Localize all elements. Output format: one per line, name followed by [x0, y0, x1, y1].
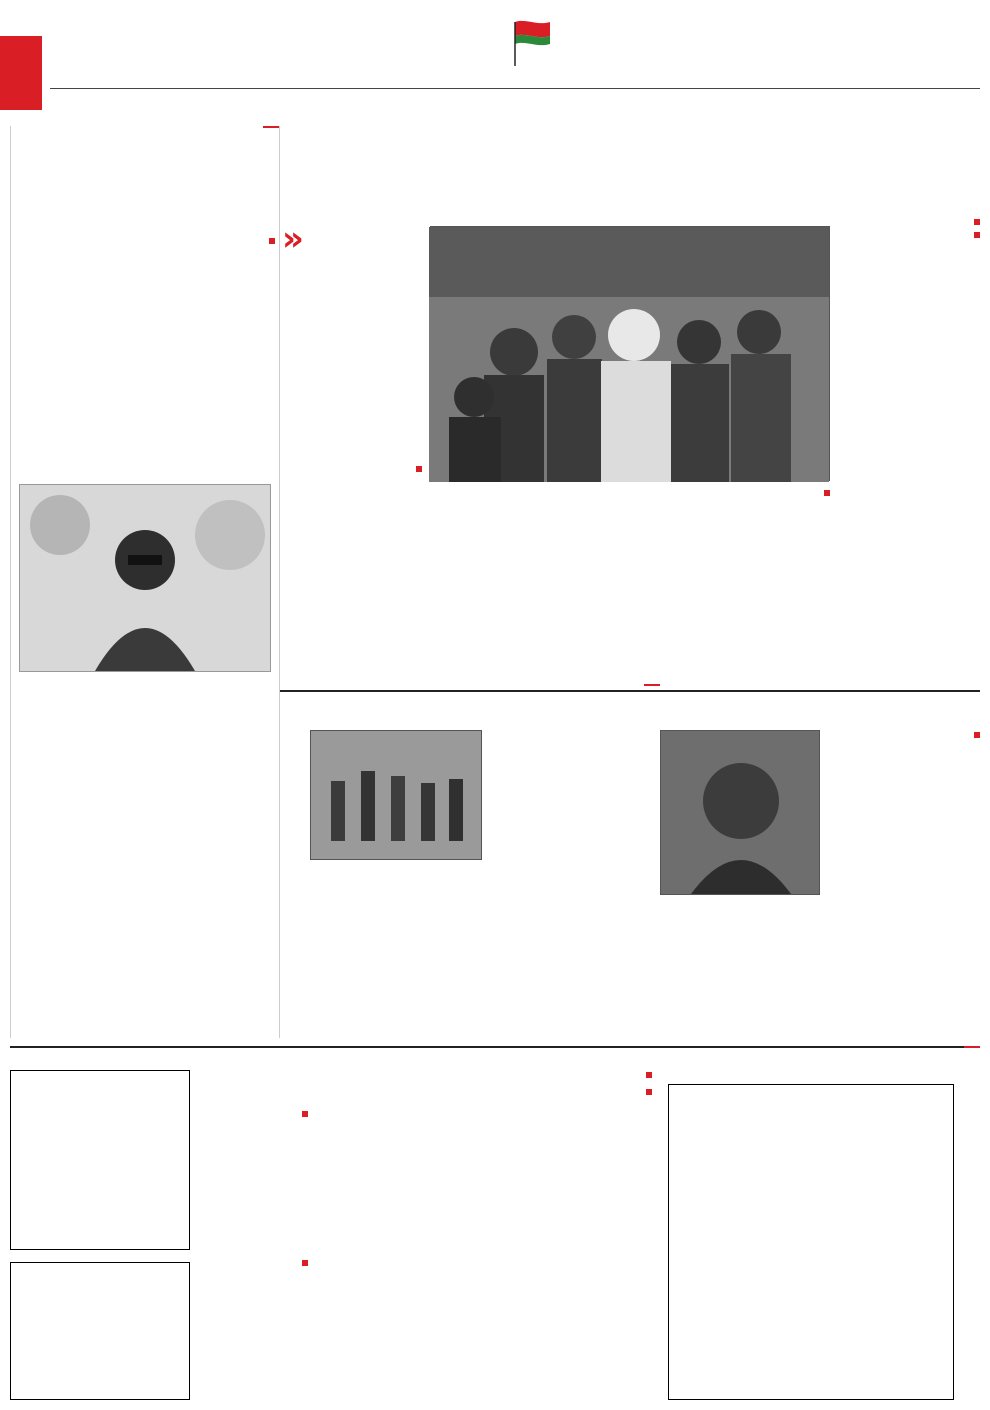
memory-tag [644, 684, 660, 686]
main-col-b [700, 486, 830, 681]
crossword [664, 1066, 976, 1402]
sidebar-col-3 [147, 684, 275, 1034]
sidebar-tag [263, 126, 279, 128]
main-article [280, 124, 980, 684]
soldier-photo-icon [661, 731, 819, 894]
pull-quote [282, 224, 422, 474]
puzzle-tag [964, 1046, 980, 1048]
story-1 [660, 700, 980, 1040]
crossword-column-numbers [668, 1066, 954, 1082]
story1-col-2 [660, 902, 820, 1040]
main-col-d [428, 486, 558, 681]
crossword-grid[interactable] [668, 1084, 954, 1400]
section-logo [420, 18, 570, 70]
story1-photo [660, 730, 820, 895]
logo-flag-icon [420, 18, 570, 70]
masthead [0, 0, 990, 100]
crossword-row-numbers [956, 1084, 976, 1400]
group-photo-icon [429, 227, 829, 482]
story1-col-1 [828, 728, 980, 1040]
sudoku-info [198, 1106, 308, 1124]
main-col-c [564, 486, 694, 681]
quote-mark-icon: « [282, 224, 304, 259]
story2-photo [310, 730, 482, 860]
sidebar [10, 126, 280, 1038]
sidebar-photo [19, 484, 271, 672]
sidebar-col-1 [147, 234, 275, 474]
main-photo [430, 226, 830, 481]
sudoku-grid[interactable] [10, 1070, 190, 1250]
answer-grid [10, 1262, 190, 1400]
sudoku-section [10, 1066, 420, 1402]
crossword-clues [422, 1066, 652, 1402]
lead-column [837, 217, 980, 683]
group-soldiers-icon [311, 731, 481, 859]
portrait-photo-icon [20, 485, 270, 671]
sidebar-col-2 [13, 234, 141, 474]
answers-info [198, 1256, 308, 1273]
brand-logo [0, 36, 42, 110]
sidebar-col-4 [13, 684, 141, 1034]
story2-col-2 [310, 868, 482, 1040]
story-2 [310, 700, 650, 1040]
main-col-e [282, 462, 422, 682]
story2-col-1 [490, 728, 650, 1040]
